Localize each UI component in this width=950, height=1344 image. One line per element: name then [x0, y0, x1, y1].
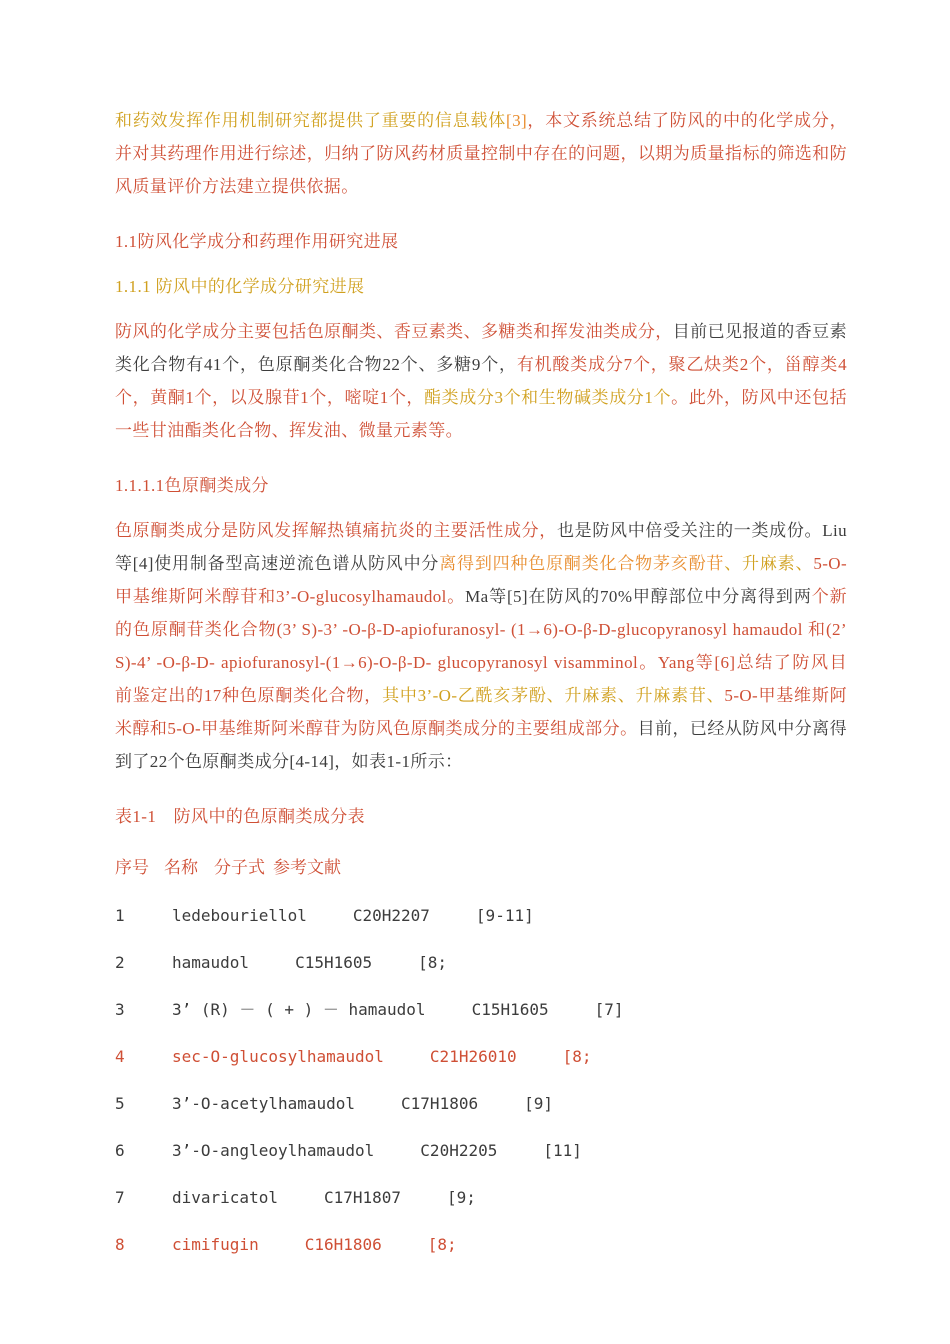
compound-name-cell: divaricatol	[172, 1188, 278, 1207]
text-segment: 目前，已经从防风中分离得到了22个色原酮类成分[4-14]，如表1-1所示：	[115, 719, 847, 771]
compound-name-cell: 3’-O-angleoylhamaudol	[172, 1141, 375, 1160]
reference-cell: [8;	[418, 953, 448, 972]
text-segment: 、升麻素、	[724, 554, 814, 573]
intro-paragraph	[115, 104, 847, 203]
row-number-cell: 2	[115, 953, 125, 972]
compound-name-cell: cimifugin	[172, 1235, 259, 1254]
text-segment: 防风的化学成分主要包括色原酮类、香豆素类、多糖类和挥发油类成分，	[115, 322, 673, 341]
reference-cell: [9]	[524, 1094, 553, 1113]
reference-cell: [9;	[447, 1188, 476, 1207]
compound-name-cell: 3’ (R) － ( + ) － hamaudol	[172, 1000, 426, 1019]
row-number-cell: 8	[115, 1235, 125, 1254]
table-row	[115, 1187, 847, 1208]
table-header-row	[115, 857, 847, 878]
formula-cell: C15H1605	[295, 953, 373, 972]
table-row	[115, 1140, 847, 1161]
subsubsection-heading-1-1-1-1: 1.1.1.1色原酮类成分	[115, 476, 269, 495]
chromone-table	[115, 857, 847, 1255]
row-number-cell: 4	[115, 1047, 125, 1066]
text-segment: Ma等[5]在防风的70%甲醇部位中分离得到两	[465, 587, 812, 606]
text-segment: ，本文系统总结了防风的中的化学成分，并对其药理作用进行综述，归纳了防风药材质量控制中存在的问题，以期为质量指标的筛选和防风质量评价方法建立提供依据。	[115, 111, 847, 196]
text-segment: 其中3’-O-乙酰亥茅酚、升麻素、升麻素苷、	[382, 686, 725, 705]
citation-marker: [3]	[506, 111, 528, 130]
text-segment: 5-O-甲基维斯阿米醇和5-O-甲基维斯阿米醇苷为防风色原酮类成分的主要组成部分。	[115, 686, 848, 738]
formula-cell: C17H1807	[323, 1188, 402, 1207]
text-segment: 有机酸类成分7个，聚乙炔类2个，甾醇类4个，黄酮1个，以及腺苷1个，嘧啶1个，	[115, 355, 848, 407]
table-row-highlighted	[115, 1046, 847, 1067]
table-row	[115, 952, 847, 973]
reference-cell: [7]	[594, 1000, 624, 1019]
table-row	[115, 1093, 847, 1114]
formula-cell: C16H1806	[304, 1235, 382, 1254]
text-segment: 也是防风中倍受关注的一类成份。Liu等[4]使用制备型高速逆流色谱从防风中分	[115, 521, 848, 573]
row-number-cell: 1	[115, 906, 125, 925]
formula-cell: C15H1605	[471, 1000, 549, 1019]
text-segment: 5-O-甲基维斯阿米醇苷和3’-O-glucosylhamaudol。	[115, 554, 848, 606]
compound-name-cell: hamaudol	[172, 953, 250, 972]
row-number-cell: 6	[115, 1141, 125, 1160]
text-segment: 。此外，防风中还包括一些甘油酯类化合物、挥发油、微量元素等。	[115, 388, 848, 440]
reference-cell: [11]	[543, 1141, 582, 1160]
row-number-cell: 5	[115, 1094, 125, 1113]
table-row	[115, 999, 847, 1020]
table-row-highlighted	[115, 1234, 847, 1255]
text-segment: 离得到四种色原酮类化合物茅亥酚苷	[439, 554, 725, 573]
text-segment: 色原酮类成分是防风发挥解热镇痛抗炎的主要活性成分，	[115, 521, 557, 540]
column-header-formula: 分子式	[214, 858, 265, 877]
column-header-name: 名称	[164, 858, 198, 877]
compound-name-cell: ledebouriellol	[172, 906, 307, 925]
text-segment: 酯类成分3个和生物碱类成分1个	[424, 388, 672, 407]
column-header-reference: 参考文献	[273, 858, 341, 877]
formula-cell: C17H1806	[401, 1094, 479, 1113]
section-heading-1-1: 1.1防风化学成分和药理作用研究进展	[115, 232, 399, 251]
column-header-no: 序号	[115, 858, 149, 877]
formula-cell: C20H2205	[420, 1141, 498, 1160]
compound-name-cell: 3’-O-acetylhamaudol	[172, 1094, 356, 1113]
subsection-heading-1-1-1: 1.1.1 防风中的化学成分研究进展	[115, 277, 365, 296]
reference-cell: [8;	[562, 1047, 592, 1066]
row-number-cell: 7	[115, 1188, 125, 1207]
text-segment: 个新的色原酮苷类化合物(3’ S)-3’ -O-β-D-apiofuranosyl- (1→6)-O-β-D-glucopyranosyl hamaudol 和(2’ S)-4’ -O-β-D- apiofuranosyl-(1→6)-O-β-D- glucopyranosyl visamminol。Yang等[6]总结了防风目前鉴定出的17种色原酮类化合物，	[115, 587, 847, 705]
chromone-paragraph	[115, 514, 847, 778]
composition-overview-paragraph	[115, 315, 847, 447]
table-row	[115, 905, 847, 926]
text-segment: 目前已见报道的香豆素类化合物有41个，色原酮类化合物22个、多糖9个，	[115, 322, 847, 374]
text-segment: 和药效发挥作用机制研究都提供了重要的信息载体	[115, 111, 507, 130]
row-number-cell: 3	[115, 1000, 125, 1019]
formula-cell: C20H2207	[352, 906, 430, 925]
compound-name-cell: sec-O-glucosylhamaudol	[172, 1047, 384, 1066]
reference-cell: [8;	[427, 1235, 457, 1254]
table-caption: 表1-1 防风中的色原酮类成分表	[115, 807, 366, 826]
reference-cell: [9-11]	[475, 906, 534, 925]
formula-cell: C21H26010	[429, 1047, 517, 1066]
